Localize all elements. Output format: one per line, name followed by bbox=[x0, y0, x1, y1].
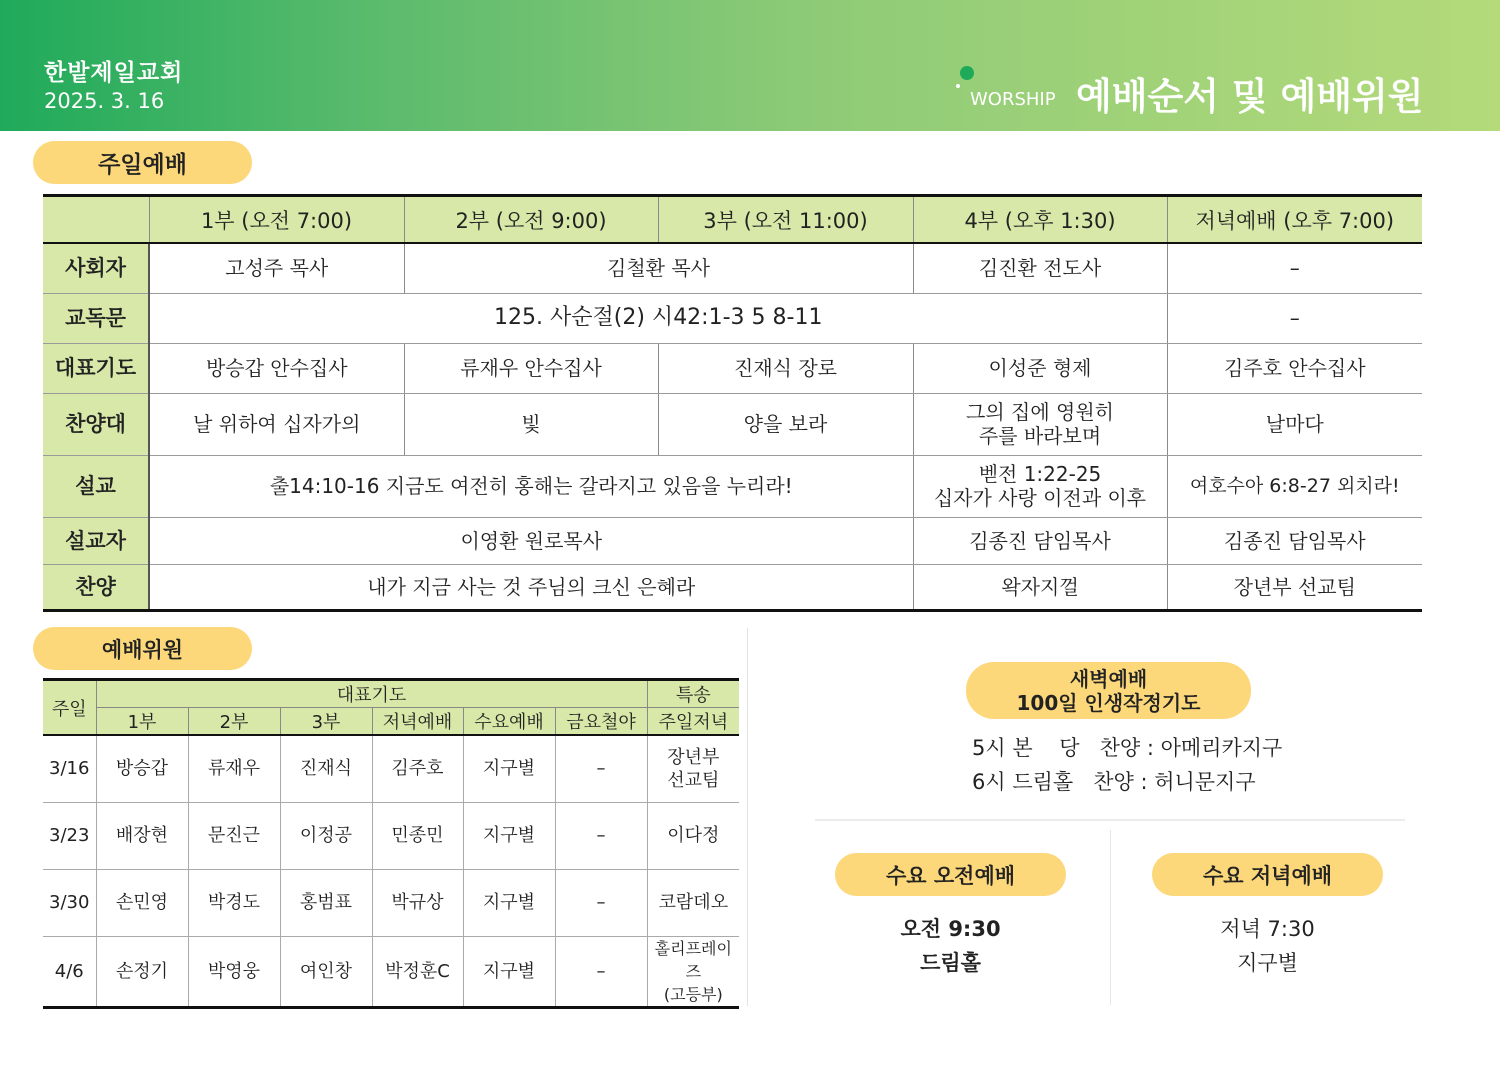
cell: 박경도 bbox=[188, 869, 280, 936]
cell: 문진근 bbox=[188, 802, 280, 869]
col-service-2: 2부 (오전 9:00) bbox=[404, 196, 658, 244]
cell: – bbox=[1167, 243, 1422, 293]
row-label: 사회자 bbox=[43, 243, 149, 293]
committee-header-row-1 bbox=[43, 680, 739, 708]
cell: 지구별 bbox=[463, 869, 555, 936]
committee-header-row-2 bbox=[43, 708, 739, 736]
wed-morning-time: 오전 9:30 bbox=[900, 917, 1001, 941]
divider bbox=[1110, 830, 1111, 1005]
cell: 고성주 목사 bbox=[149, 243, 404, 293]
cell: 박영웅 bbox=[188, 936, 280, 1007]
dot-icon bbox=[960, 66, 974, 80]
cell-line: 십자가 사랑 이전과 이후 bbox=[933, 486, 1147, 510]
cell: 박정훈C bbox=[372, 936, 463, 1007]
wed-evening-time: 저녁 7:30 bbox=[1220, 917, 1315, 941]
cell: 지구별 bbox=[463, 802, 555, 869]
cell: 김철환 목사 bbox=[404, 243, 913, 293]
cell: 류재우 안수집사 bbox=[404, 343, 658, 393]
sunday-schedule-table bbox=[43, 194, 1422, 612]
pill-line: 100일 인생작정기도 bbox=[1016, 690, 1201, 715]
row-label: 찬양대 bbox=[43, 393, 149, 455]
col-sub: 수요예배 bbox=[463, 708, 555, 736]
cell: 방승갑 안수집사 bbox=[149, 343, 404, 393]
dawn-line-1: 5시 본 당 찬양 : 아메리카지구 bbox=[972, 736, 1283, 760]
cell: 양을 보라 bbox=[658, 393, 913, 455]
date-cell: 4/6 bbox=[54, 960, 84, 982]
cell-line: 주를 바라보며 bbox=[978, 424, 1102, 448]
col-sub: 금요철야 bbox=[555, 708, 647, 736]
cell: 손정기 bbox=[96, 936, 188, 1007]
row-leader bbox=[43, 243, 1422, 293]
row-label: 찬양 bbox=[43, 564, 149, 610]
cell: 여인창 bbox=[280, 936, 372, 1007]
divider bbox=[747, 628, 748, 1006]
row-preacher bbox=[43, 517, 1422, 564]
pill-line: 새벽예배 bbox=[1069, 666, 1148, 691]
cell: 이정공 bbox=[280, 802, 372, 869]
row-prayer bbox=[43, 343, 1422, 393]
col-prayer-group: 대표기도 bbox=[96, 680, 647, 708]
cell-line: 그의 집에 영원히 bbox=[966, 400, 1114, 424]
row-label: 교독문 bbox=[43, 293, 149, 343]
sunday-worship-pill: 주일예배 bbox=[33, 141, 252, 184]
cell: 빛 bbox=[404, 393, 658, 455]
cell: – bbox=[1167, 293, 1422, 343]
col-special-song: 특송 bbox=[647, 680, 739, 708]
date-cell: 3/16 bbox=[43, 735, 96, 802]
table-row bbox=[43, 869, 739, 936]
cell: – bbox=[555, 802, 647, 869]
cell: – bbox=[555, 936, 647, 1007]
cell: – bbox=[555, 735, 647, 802]
cell: 지구별 bbox=[463, 735, 555, 802]
col-evening: 저녁예배 (오후 7:00) bbox=[1167, 196, 1422, 244]
cell: 김종진 담임목사 bbox=[1167, 517, 1422, 564]
row-reading bbox=[43, 293, 1422, 343]
wed-morning-place: 드림홀 bbox=[920, 951, 981, 975]
dawn-line-2: 6시 드림홀 찬양 : 허니문지구 bbox=[972, 770, 1256, 794]
worship-tag: WORSHIP bbox=[970, 89, 1056, 110]
col-service-3: 3부 (오전 11:00) bbox=[658, 196, 913, 244]
cell: 장년부 선교팀 bbox=[1167, 564, 1422, 610]
dawn-worship-pill bbox=[966, 662, 1251, 719]
cell: 김진환 전도사 bbox=[913, 243, 1167, 293]
col-service-1: 1부 (오전 7:00) bbox=[149, 196, 404, 244]
col-sub: 3부 bbox=[280, 708, 372, 736]
col-sub: 1부 bbox=[96, 708, 188, 736]
col-sub: 저녁예배 bbox=[372, 708, 463, 736]
cell: – bbox=[555, 869, 647, 936]
cell: 왁자지껄 bbox=[913, 564, 1167, 610]
cell: 민종민 bbox=[372, 802, 463, 869]
date-cell: 3/23 bbox=[43, 802, 96, 869]
row-praise bbox=[43, 564, 1422, 610]
committee-table bbox=[43, 678, 739, 1009]
cell: 125. 사순절(2) 시42:1-3 5 8-11 bbox=[149, 293, 1167, 343]
cell bbox=[647, 936, 739, 1007]
page-title: 예배순서 및 예배위원 bbox=[1076, 75, 1424, 118]
cell-line: (고등부) bbox=[663, 984, 723, 1004]
cell: 김종진 담임목사 bbox=[913, 517, 1167, 564]
row-choir bbox=[43, 393, 1422, 455]
cell-line: 이다정 bbox=[667, 825, 720, 846]
header-banner bbox=[0, 0, 1500, 131]
schedule-header-row bbox=[43, 196, 1422, 244]
table-row bbox=[43, 735, 739, 802]
row-sermon bbox=[43, 455, 1422, 517]
cell: 이영환 원로목사 bbox=[149, 517, 913, 564]
cell: 이성준 형제 bbox=[913, 343, 1167, 393]
cell bbox=[647, 869, 739, 936]
col-sunday-date: 주일 bbox=[43, 680, 96, 736]
wed-morning-pill: 수요 오전예배 bbox=[835, 853, 1066, 896]
cell-line: 장년부 bbox=[667, 746, 720, 768]
cell: 홍범표 bbox=[280, 869, 372, 936]
date-cell: 3/30 bbox=[43, 869, 96, 936]
cell: 날마다 bbox=[1167, 393, 1422, 455]
bulletin-date: 2025. 3. 16 bbox=[44, 89, 165, 113]
cell: 박규상 bbox=[372, 869, 463, 936]
wed-evening-place: 지구별 bbox=[1237, 951, 1298, 975]
cell bbox=[913, 455, 1167, 517]
committee-pill: 예배위원 bbox=[33, 627, 252, 670]
cell: 김주호 안수집사 bbox=[1167, 343, 1422, 393]
cell bbox=[647, 802, 739, 869]
cell: 지구별 bbox=[463, 936, 555, 1007]
divider bbox=[815, 819, 1405, 821]
cell bbox=[647, 735, 739, 802]
cell: 내가 지금 사는 것 주님의 크신 은혜라 bbox=[149, 564, 913, 610]
row-label: 대표기도 bbox=[43, 343, 149, 393]
church-name: 한밭제일교회 bbox=[44, 60, 184, 86]
wed-evening-pill: 수요 저녁예배 bbox=[1152, 853, 1383, 896]
table-row bbox=[43, 936, 739, 1007]
cell: 방승갑 bbox=[96, 735, 188, 802]
row-label: 설교자 bbox=[43, 517, 149, 564]
cell: 진재식 bbox=[280, 735, 372, 802]
small-dot-icon bbox=[956, 84, 960, 88]
cell: 류재우 bbox=[188, 735, 280, 802]
cell: 여호수아 6:8-27 외치라! bbox=[1167, 455, 1422, 517]
cell-line: 선교팀 bbox=[667, 769, 720, 791]
cell-line: 코람데오 bbox=[658, 892, 729, 913]
table-row bbox=[43, 802, 739, 869]
corner-cell bbox=[43, 196, 149, 244]
cell: 배장현 bbox=[96, 802, 188, 869]
cell bbox=[913, 393, 1167, 455]
col-sub: 주일저녁 bbox=[647, 708, 739, 736]
col-sub: 2부 bbox=[188, 708, 280, 736]
row-label: 설교 bbox=[43, 455, 149, 517]
cell-line: 벧전 1:22-25 bbox=[978, 462, 1102, 486]
cell: 날 위하여 십자가의 bbox=[149, 393, 404, 455]
cell: 손민영 bbox=[96, 869, 188, 936]
col-service-4: 4부 (오후 1:30) bbox=[913, 196, 1167, 244]
cell: 김주호 bbox=[372, 735, 463, 802]
cell: 진재식 장로 bbox=[658, 343, 913, 393]
cell-line: 홀리프레이즈 bbox=[654, 938, 732, 981]
cell: 출14:10-16 지금도 여전히 홍해는 갈라지고 있음을 누리라! bbox=[149, 455, 913, 517]
